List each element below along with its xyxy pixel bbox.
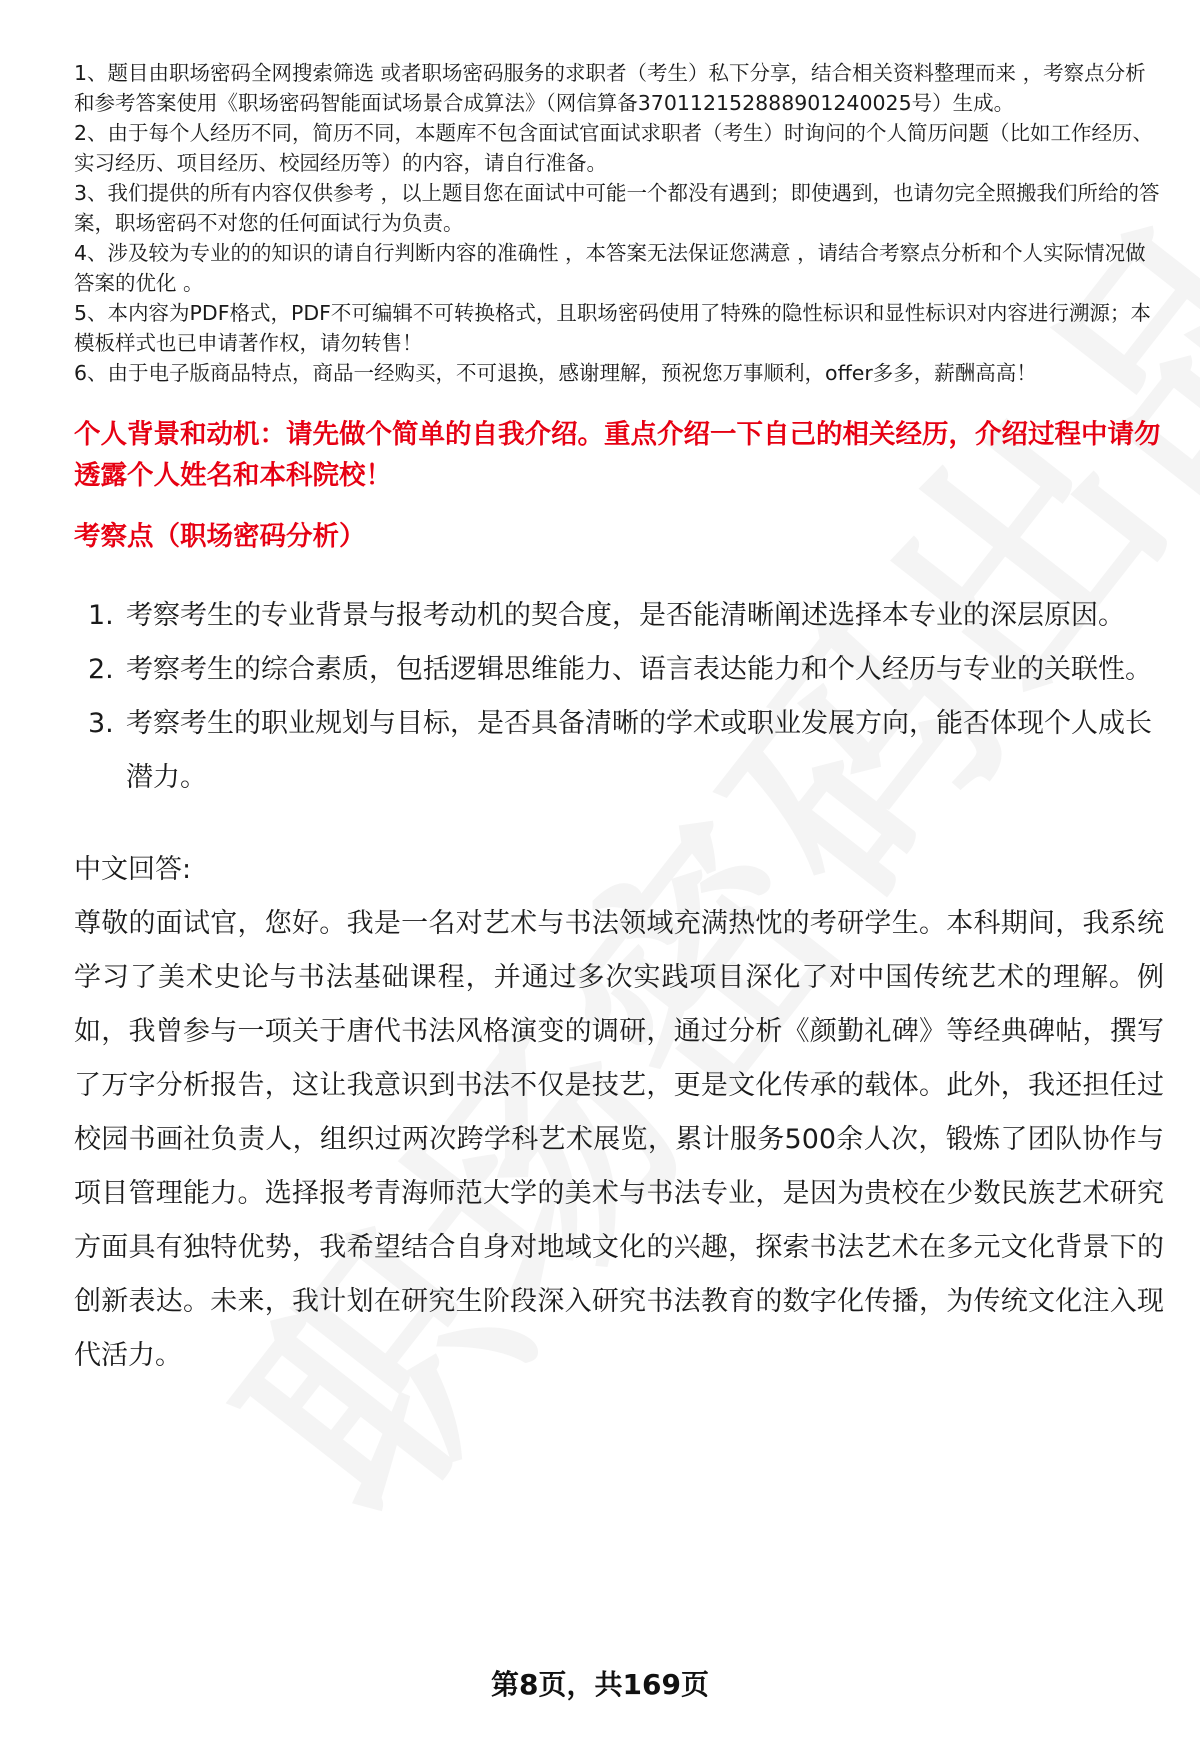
disclaimer-item: 5、本内容为PDF格式，PDF不可编辑不可转换格式，且职场密码使用了特殊的隐性标识和显性标识对内容进行溯源；本模板样式也已申请著作权，请勿转售！ [74,301,1151,355]
point-number: 3. [88,708,114,739]
answer-text: 尊敬的面试官，您好。我是一名对艺术与书法领域充满热忱的考研学生。本科期间，我系统学习了美术史论与书法基础课程，并通过多次实践项目深化了对中国传统艺术的理解。例如，我曾参与一项关于唐代书法风格演变的调研，通过分析《颜勤礼碑》等经典碑帖，撰写了万字分析报告，这让我意识到书法不仅是技艺，更是文化传承的载体。此外，我还担任过校园书画社负责人，组织过两次跨学科艺术展览，累计服务500余人次，锻炼了团队协作与项目管理能力。选择报考青海师范大学的美术与书法专业，是因为贵校在少数民族艺术研究方面具有独特优势，我希望结合自身对地域文化的兴趣，探索书法艺术在多元文化背景下的创新表达。未来，我计划在研究生阶段深入研究书法教育的数字化传播，为传统文化注入现代活力。 [74,908,1164,1371]
disclaimer-item: 4、涉及较为专业的的知识的请自行判断内容的准确性 ，本答案无法保证您满意 ，请结合考察点分析和个人实际情况做答案的优化 。 [74,241,1146,295]
disclaimer-item: 1、题目由职场密码全网搜索筛选 或者职场密码服务的求职者（考生）私下分享，结合相关资料整理而来 ，考察点分析和参考答案使用《职场密码智能面试场景合成算法》（网信算备370112152888901240025号）生成。 [74,61,1146,115]
document-page [74,58,1164,1383]
analysis-heading: 考察点（职场密码分析） [74,521,366,552]
analysis-point [74,643,1164,697]
page-number: 第8页，共169页 [491,1668,709,1701]
answer-label: 中文回答: [74,854,192,885]
point-text: 考察考生的职业规划与目标，是否具备清晰的学术或职业发展方向，能否体现个人成长潜力。 [126,708,1152,793]
analysis-point [74,697,1164,805]
point-text: 考察考生的专业背景与报考动机的契合度，是否能清晰阐述选择本专业的深层原因。 [126,600,1125,631]
disclaimer-item: 3、我们提供的所有内容仅供参考 ，以上题目您在面试中可能一个都没有遇到；即使遇到，也请勿完全照搬我们所给的答案，职场密码不对您的任何面试行为负责。 [74,181,1160,235]
point-text: 考察考生的综合素质，包括逻辑思维能力、语言表达能力和个人经历与专业的关联性。 [126,654,1152,685]
question-heading: 个人背景和动机：请先做个简单的自我介绍。重点介绍一下自己的相关经历，介绍过程中请勿透露个人姓名和本科院校！ [74,419,1161,491]
point-number: 2. [88,654,114,685]
disclaimer-item: 6、由于电子版商品特点，商品一经购买，不可退换，感谢理解，预祝您万事顺利，offer多多，薪酬高高！ [74,361,1037,385]
analysis-points [74,589,1164,805]
analysis-point [74,589,1164,643]
point-number: 1. [88,600,114,631]
disclaimer-list [74,58,1164,388]
disclaimer-item: 2、由于每个人经历不同，简历不同，本题库不包含面试官面试求职者（考生）时询问的个人简历问题（比如工作经历、实习经历、项目经历、校园经历等）的内容，请自行准备。 [74,121,1154,175]
